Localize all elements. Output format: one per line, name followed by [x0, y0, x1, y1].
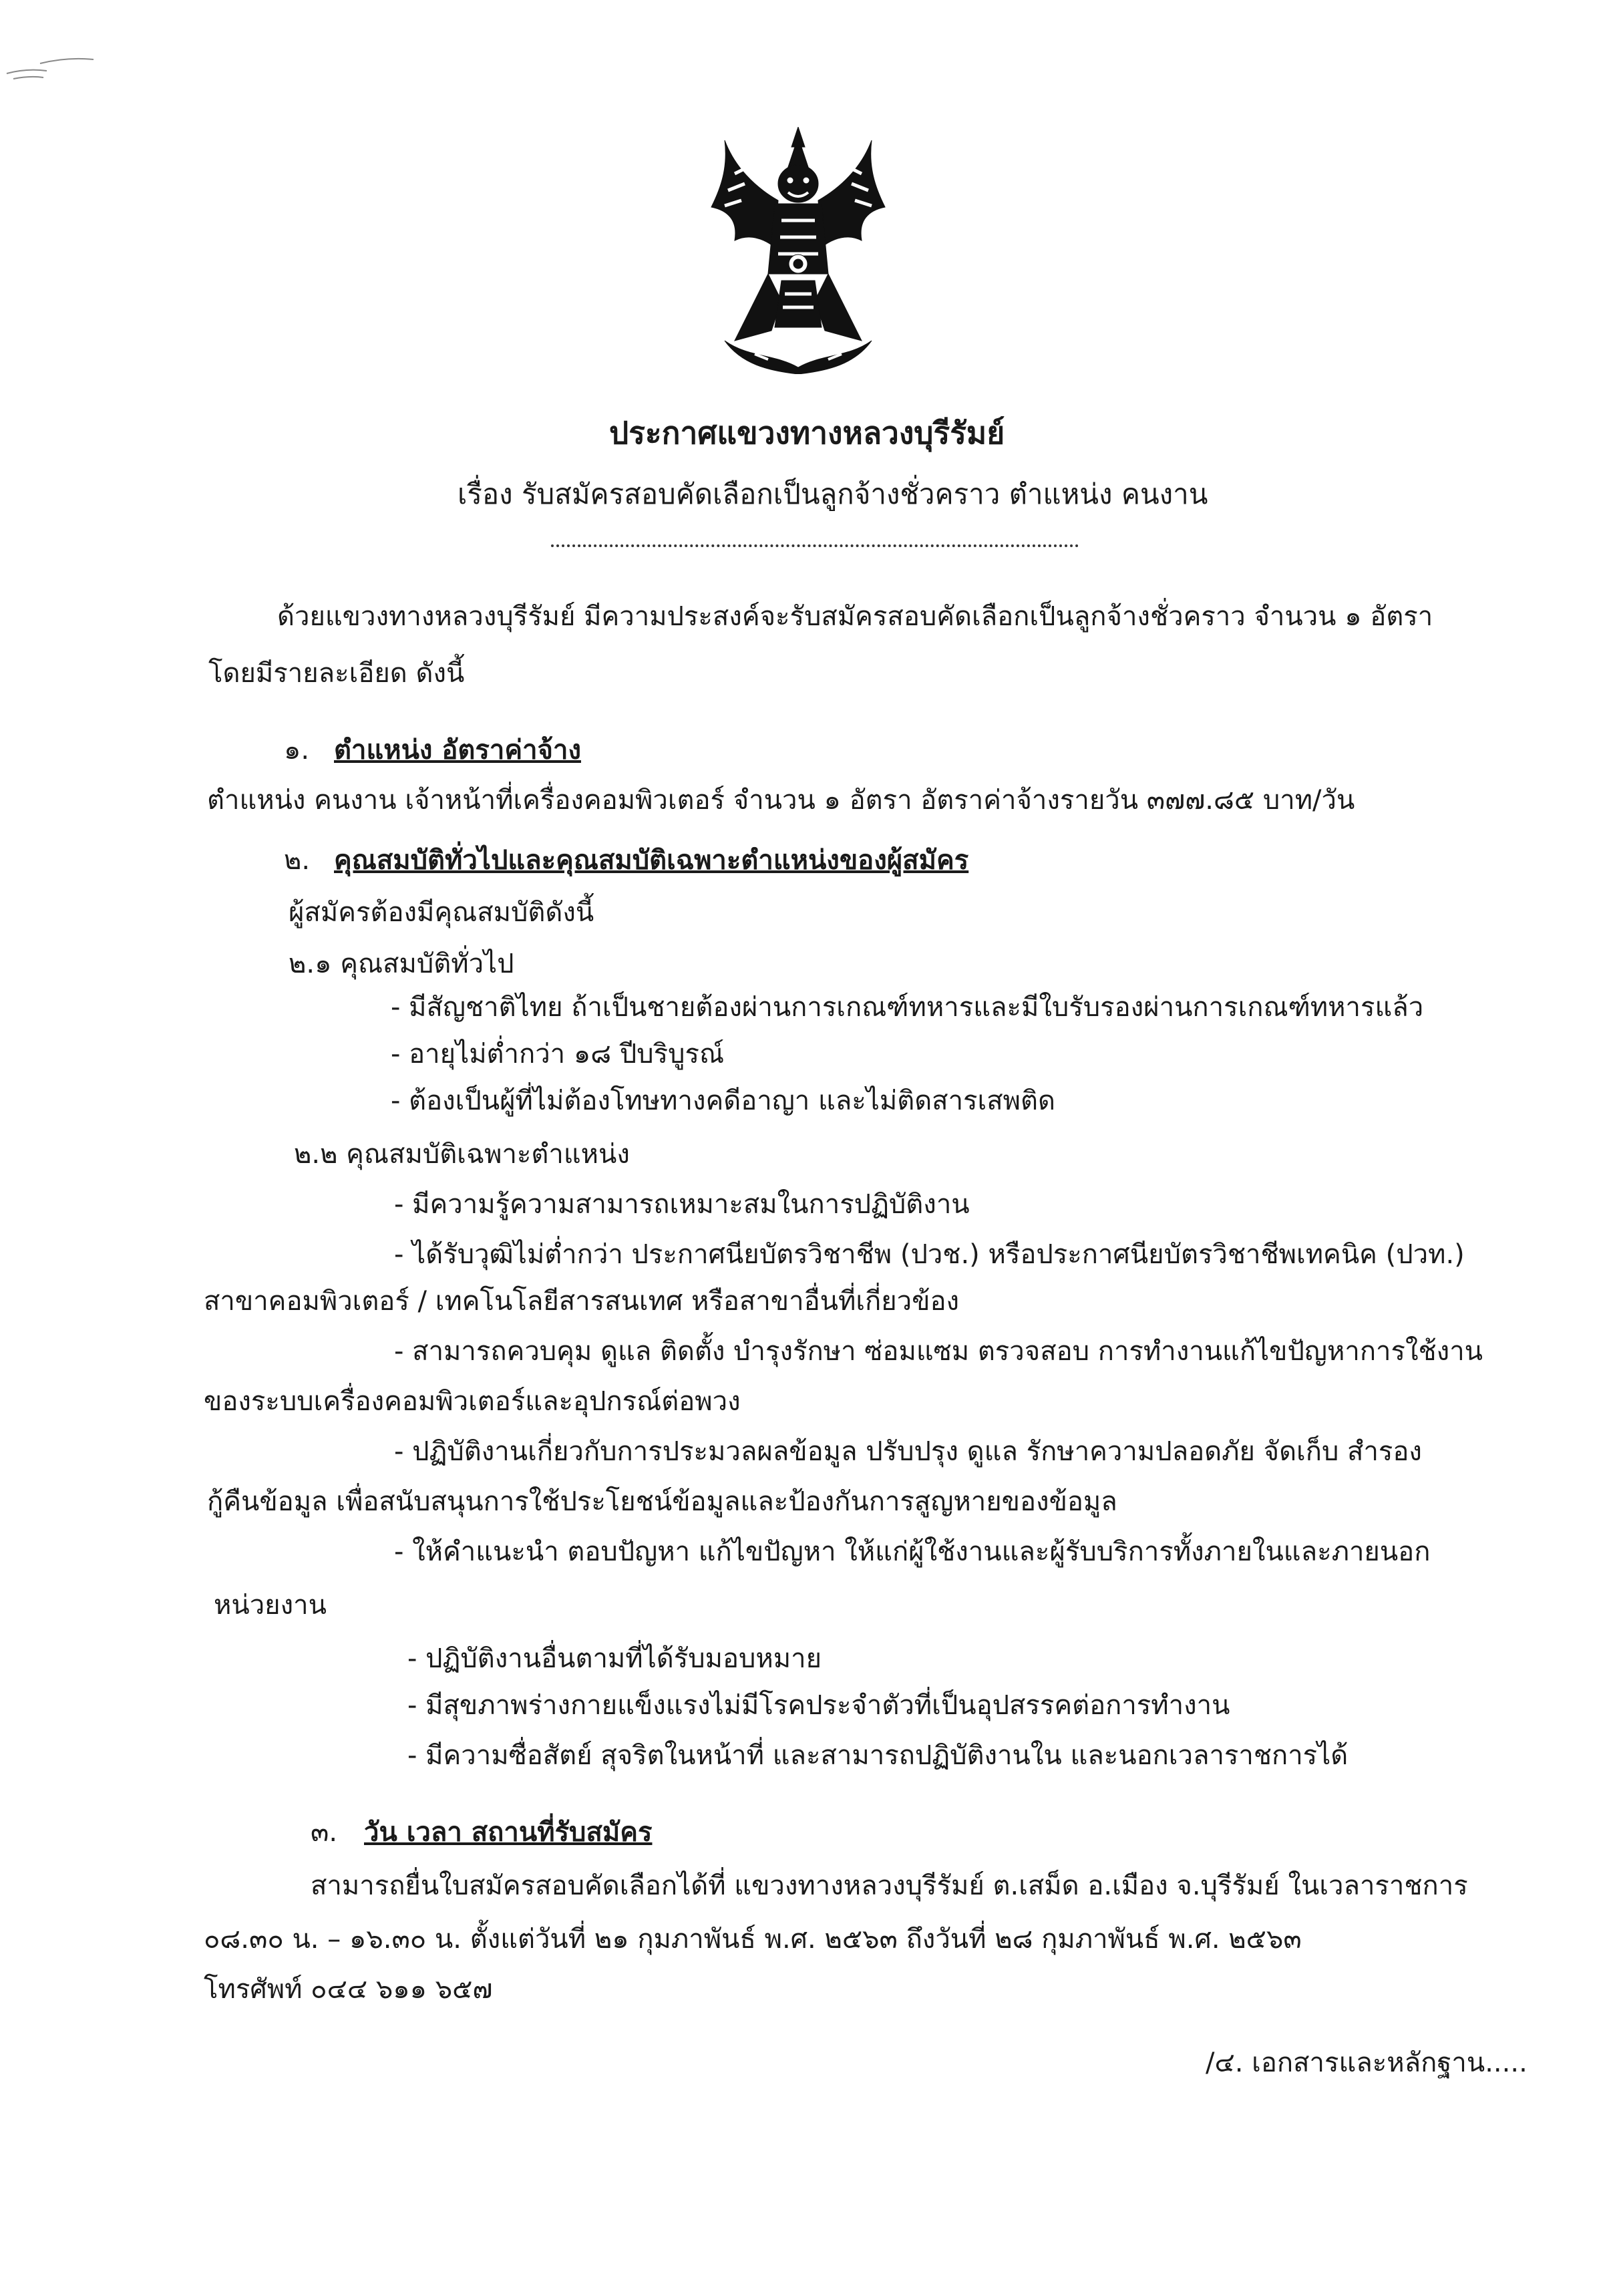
specific-line: - มีความรู้ความสามารถเหมาะสมในการปฏิบัติงาน: [394, 1189, 970, 1220]
specific-line: กู้คืนข้อมูล เพื่อสนับสนุนการใช้ประโยชน์ข้อมูลและป้องกันการสูญหายของข้อมูล: [207, 1486, 1117, 1517]
scan-mark: [0, 0, 134, 134]
dotted-divider: [551, 544, 1079, 547]
general-item: - ต้องเป็นผู้ที่ไม่ต้องโทษทางคดีอาญา และไม่ติดสารเสพติด: [391, 1086, 1055, 1116]
section-2-lead: ผู้สมัครต้องมีคุณสมบัติดังนี้: [289, 897, 594, 928]
section-2-number: ๒.: [284, 845, 311, 876]
general-qualifications-label: ๒.๑ คุณสมบัติทั่วไป: [289, 949, 514, 979]
garuda-emblem: [708, 127, 888, 374]
specific-line: - มีความซื่อสัตย์ สุจริตในหน้าที่ และสามารถปฏิบัติงานใน และนอกเวลาราชการได้: [407, 1740, 1349, 1771]
specific-line: สาขาคอมพิวเตอร์ / เทคโนโลยีสารสนเทศ หรือสาขาอื่นที่เกี่ยวข้อง: [204, 1286, 960, 1317]
specific-qualifications-label: ๒.๒ คุณสมบัติเฉพาะตำแหน่ง: [294, 1139, 630, 1170]
section-3-line: โทรศัพท์ ๐๔๔ ๖๑๑ ๖๕๗: [204, 1974, 493, 2005]
intro-line-1: ด้วยแขวงทางหลวงบุรีรัมย์ มีความประสงค์จะรับสมัครสอบคัดเลือกเป็นลูกจ้างชั่วคราว จำนวน ๑ อัตรา: [277, 601, 1433, 632]
specific-line: - ได้รับวุฒิไม่ต่ำกว่า ประกาศนียบัตรวิชาชีพ (ปวช.) หรือประกาศนียบัตรวิชาชีพเทคนิค (ปวท.): [394, 1239, 1465, 1270]
specific-line: ของระบบเครื่องคอมพิวเตอร์และอุปกรณ์ต่อพวง: [204, 1386, 741, 1417]
general-item: - อายุไม่ต่ำกว่า ๑๘ ปีบริบูรณ์: [391, 1039, 725, 1070]
specific-line: - ปฏิบัติงานเกี่ยวกับการประมวลผลข้อมูล ปรับปรุง ดูแล รักษาความปลอดภัย จัดเก็บ สำรอง: [394, 1436, 1422, 1467]
announcement-title: ประกาศแขวงทางหลวงบุรีรัมย์: [609, 415, 1005, 451]
specific-line: หน่วยงาน: [214, 1590, 327, 1621]
section-1-heading: ตำแหน่ง อัตราค่าจ้าง: [334, 735, 581, 766]
specific-line: - มีสุขภาพร่างกายแข็งแรงไม่มีโรคประจำตัวที่เป็นอุปสรรคต่อการทำงาน: [407, 1690, 1230, 1721]
section-1-text: ตำแหน่ง คนงาน เจ้าหน้าที่เครื่องคอมพิวเตอร์ จำนวน ๑ อัตรา อัตราค่าจ้างรายวัน ๓๗๗.๘๕ บาท/วัน: [207, 785, 1355, 816]
specific-line: - ปฏิบัติงานอื่นตามที่ได้รับมอบหมาย: [407, 1643, 822, 1674]
page-continuation: /๔. เอกสารและหลักฐาน.....: [1206, 2047, 1528, 2078]
section-3-line: ๐๘.๓๐ น. – ๑๖.๓๐ น. ตั้งแต่วันที่ ๒๑ กุมภาพันธ์ พ.ศ. ๒๕๖๓ ถึงวันที่ ๒๘ กุมภาพันธ์ พ.ศ. ๒๕๖๓: [204, 1924, 1302, 1955]
section-1-number: ๑.: [284, 735, 310, 766]
section-2-heading: คุณสมบัติทั่วไปและคุณสมบัติเฉพาะตำแหน่งของผู้สมัคร: [334, 845, 969, 876]
section-3-heading: วัน เวลา สถานที่รับสมัคร: [364, 1817, 653, 1848]
section-3-number: ๓.: [311, 1817, 338, 1848]
specific-line: - ให้คำแนะนำ ตอบปัญหา แก้ไขปัญหา ให้แก่ผู้ใช้งานและผู้รับบริการทั้งภายในและภายนอก: [394, 1536, 1431, 1567]
section-3-line: สามารถยื่นใบสมัครสอบคัดเลือกได้ที่ แขวงทางหลวงบุรีรัมย์ ต.เสม็ด อ.เมือง จ.บุรีรัมย์ ในเวลาราชการ: [311, 1870, 1468, 1901]
general-item: - มีสัญชาติไทย ถ้าเป็นชายต้องผ่านการเกณฑ์ทหารและมีใบรับรองผ่านการเกณฑ์ทหารแล้ว: [391, 992, 1424, 1023]
specific-line: - สามารถควบคุม ดูแล ติดตั้ง บำรุงรักษา ซ่อมแซม ตรวจสอบ การทำงานแก้ไขปัญหาการใช้งาน: [394, 1336, 1483, 1367]
intro-line-2: โดยมีรายละเอียด ดังนี้: [208, 658, 465, 689]
announcement-subject: เรื่อง รับสมัครสอบคัดเลือกเป็นลูกจ้างชั่วคราว ตำแหน่ง คนงาน: [458, 478, 1208, 510]
